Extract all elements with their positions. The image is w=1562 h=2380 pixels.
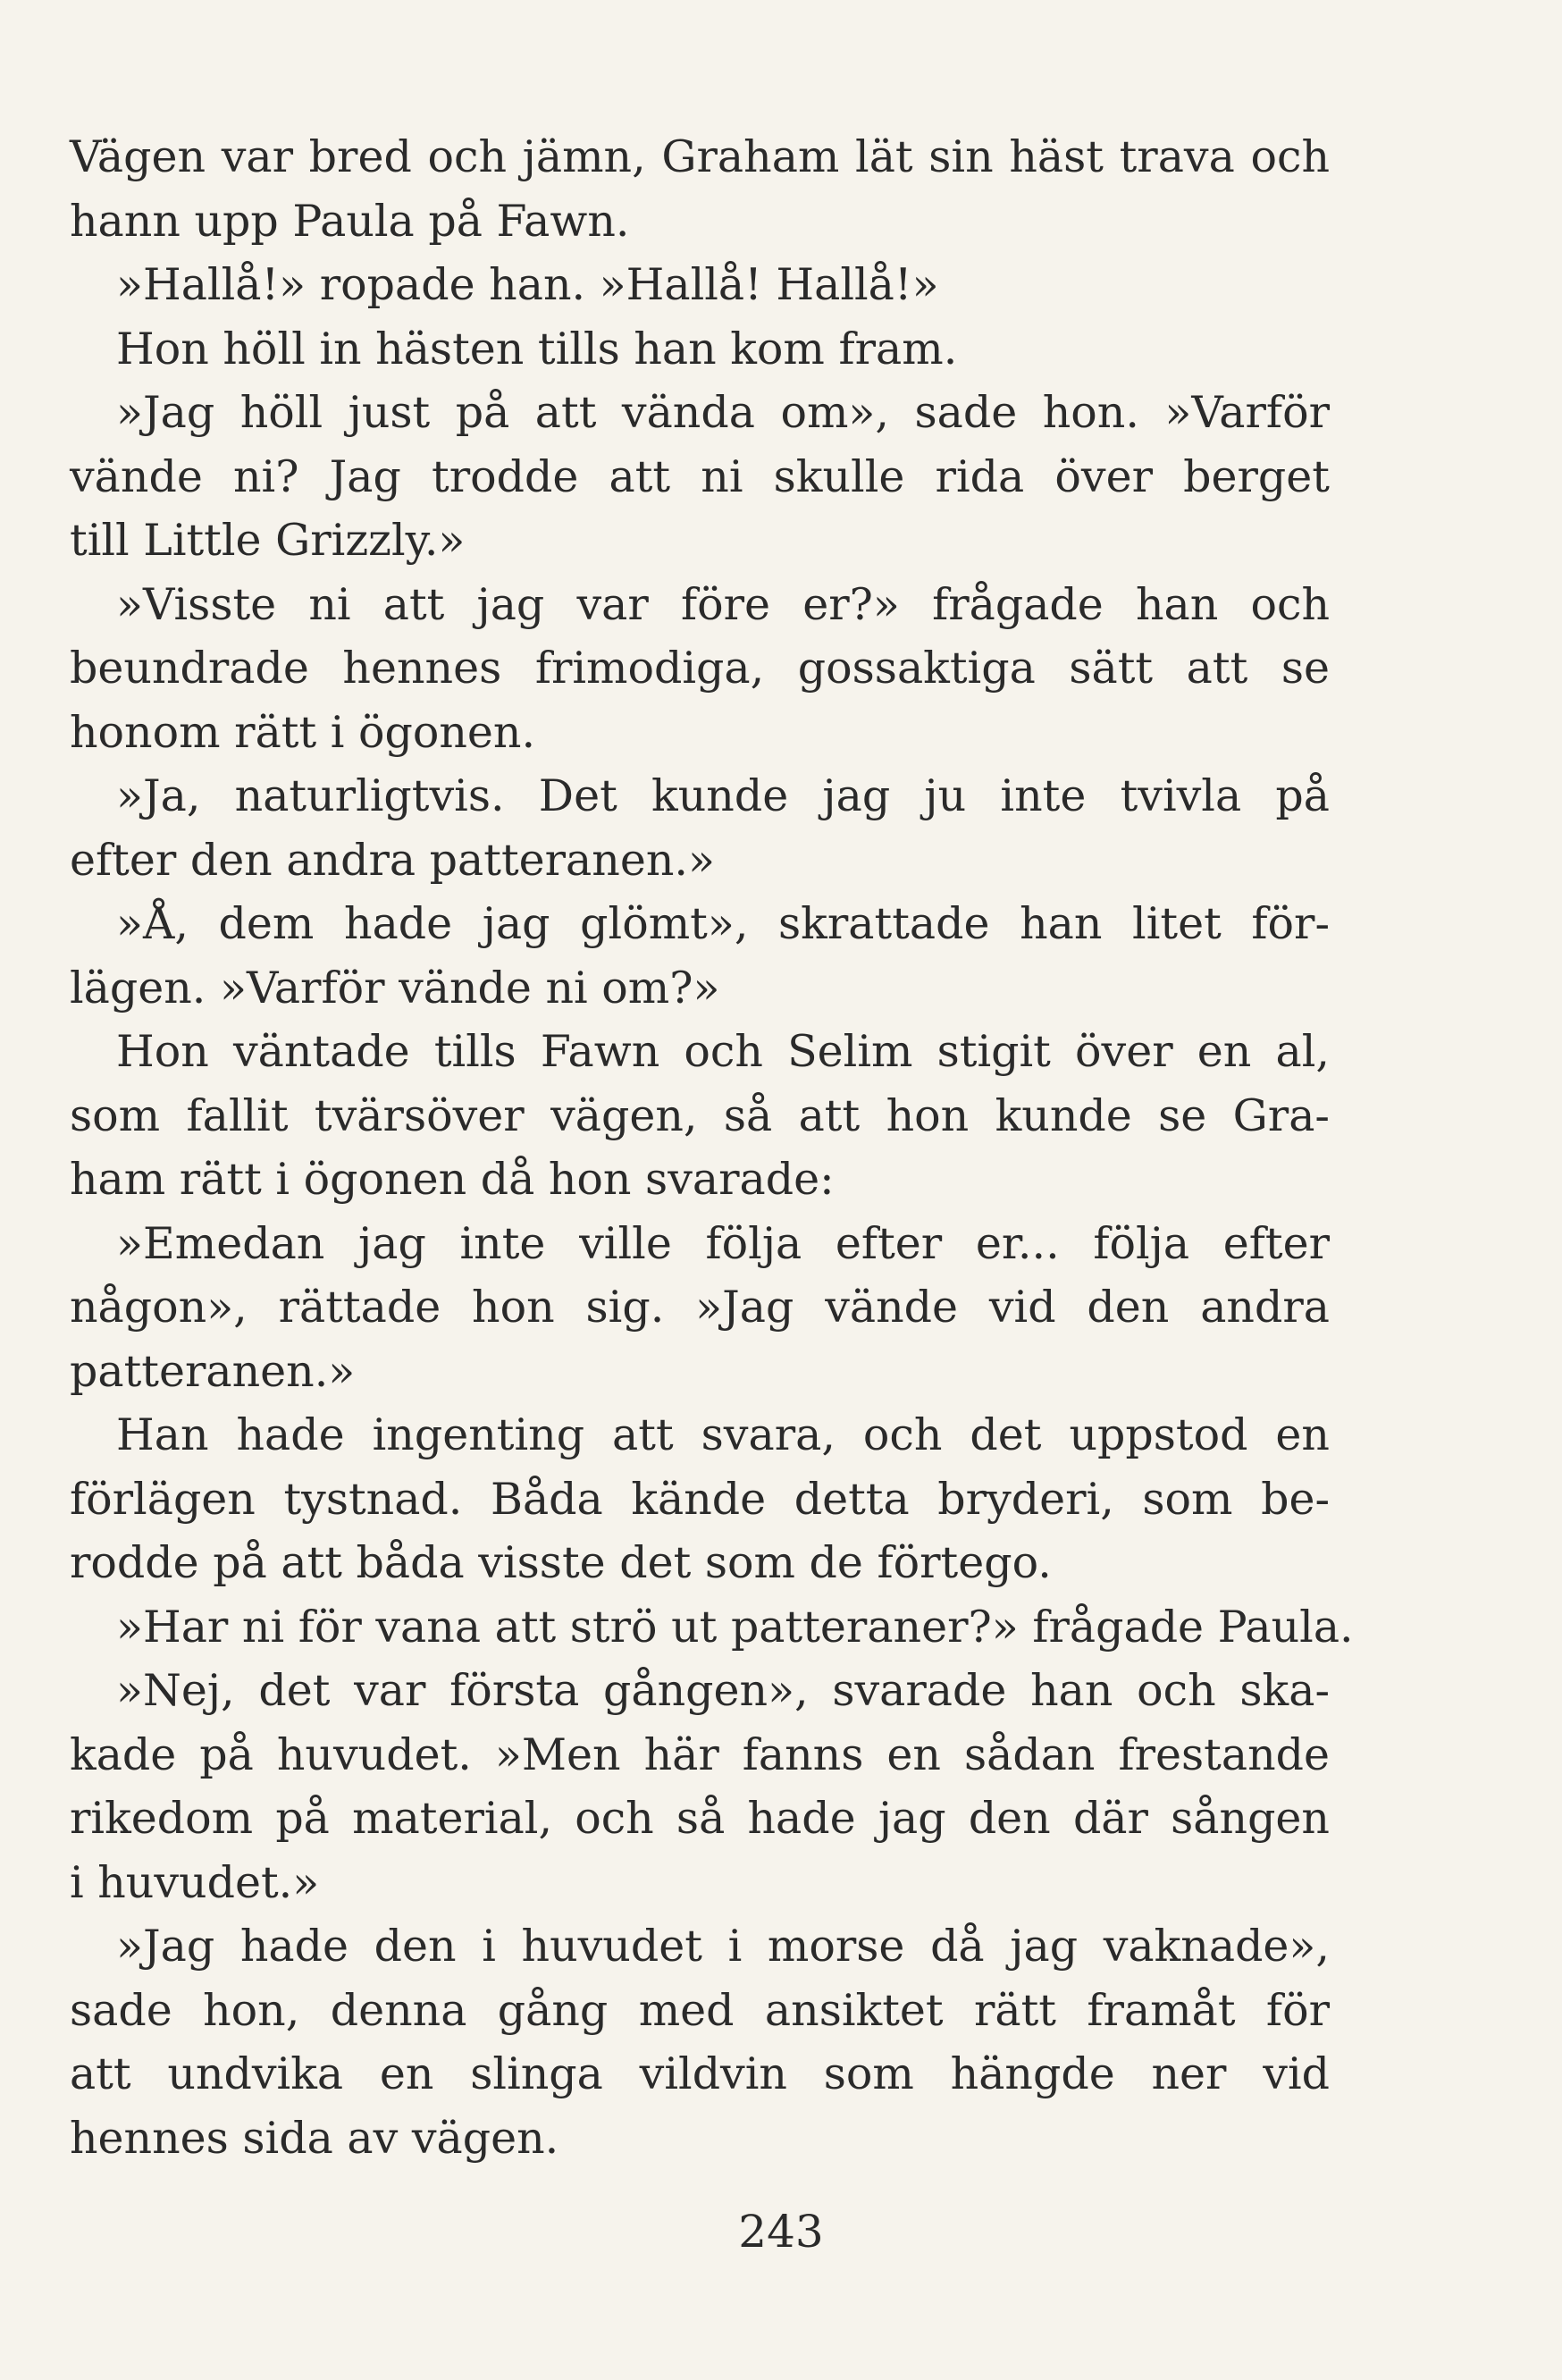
text-line: Hon väntade tills Fawn och Selim stigit över en al,: [116, 1026, 1330, 1077]
text-line: Hon höll in hästen tills han kom fram.: [116, 323, 958, 374]
text-line: kade på huvudet. »Men här fanns en sådan frestande: [70, 1728, 1330, 1780]
text-line: vände ni? Jag trodde att ni skulle rida över berget: [70, 450, 1330, 502]
text-line: Han hade ingenting att svara, och det uppstod en: [116, 1409, 1330, 1460]
page-number: 243: [738, 2206, 824, 2258]
text-line: att undvika en slinga vildvin som hängde ner vid: [70, 2048, 1330, 2099]
text-line: till Little Grizzly.»: [70, 515, 466, 566]
body-text: [70, 125, 1354, 2170]
text-line: »Jag hade den i huvudet i morse då jag vaknade»,: [116, 1921, 1330, 1972]
text-line: beundrade hennes frimodiga, gossaktiga sätt att se: [70, 643, 1330, 694]
text-line: rikedom på material, och så hade jag den där sången: [70, 1793, 1330, 1844]
text-line: »Å, dem hade jag glömt», skrattade han litet för-: [116, 898, 1330, 949]
text-line: sade hon, denna gång med ansiktet rätt framåt för: [70, 1984, 1330, 2036]
text-line: »Hallå!» ropade han. »Hallå! Hallå!»: [116, 259, 939, 310]
text-line: hennes sida av vägen.: [70, 2112, 559, 2164]
text-line: någon», rättade hon sig. »Jag vände vid den andra: [70, 1282, 1330, 1333]
text-line: hann upp Paula på Fawn.: [70, 195, 630, 247]
text-line: »Nej, det var första gången», svarade han och ska-: [116, 1665, 1330, 1716]
text-line: patteranen.»: [70, 1345, 356, 1397]
text-line: »Emedan jag inte ville följa efter er... följa efter: [116, 1217, 1330, 1269]
text-line: efter den andra patteranen.»: [70, 834, 715, 886]
text-line: förlägen tystnad. Båda kände detta bryderi, som be-: [70, 1473, 1330, 1525]
text-line: »Har ni för vana att strö ut patteraner?» frågade Paula.: [116, 1601, 1354, 1653]
text-line: ham rätt i ögonen då hon svarade:: [70, 1154, 835, 1205]
text-line: Vägen var bred och jämn, Graham lät sin häst trava och: [70, 131, 1330, 182]
text-line: »Jag höll just på att vända om», sade hon. »Varför: [116, 387, 1330, 438]
text-line: som fallit tvärsöver vägen, så att hon kunde se Gra-: [70, 1089, 1330, 1141]
text-line: lägen. »Varför vände ni om?»: [70, 962, 720, 1013]
text-line: »Visste ni att jag var före er?» frågade han och: [116, 578, 1330, 630]
text-line: rodde på att båda visste det som de förtego.: [70, 1537, 1052, 1588]
text-line: i huvudet.»: [70, 1856, 320, 1908]
text-line: honom rätt i ögonen.: [70, 706, 536, 758]
text-line: »Ja, naturligtvis. Det kunde jag ju inte tvivla på: [116, 770, 1330, 821]
